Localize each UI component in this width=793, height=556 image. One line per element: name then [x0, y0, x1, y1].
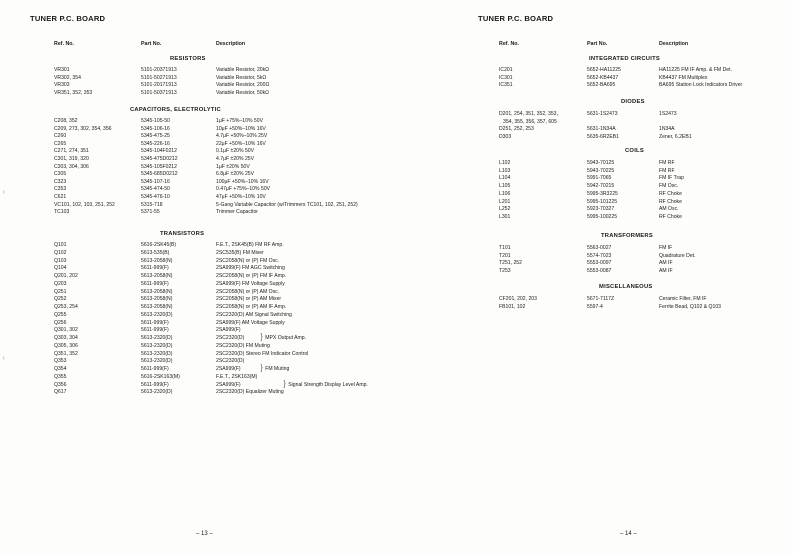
part-no-cell: 5613-2058(N)	[141, 273, 173, 279]
description-cell: 0.1μF ±20% 50V	[216, 148, 255, 155]
brace-mpx-output-amp	[260, 335, 306, 341]
ref-no-cell: Q203	[54, 280, 67, 287]
description-cell: 2SA999(F) FM Voltage Supply	[216, 280, 285, 287]
description-cell: FM RF	[659, 167, 675, 174]
ref-no-cell: C271, 274, 351	[54, 148, 89, 155]
part-no-cell: 5345-475D0212	[141, 156, 178, 162]
description-cell: KB4437 FM Multiplex	[659, 74, 708, 81]
part-no-cell: 5611-999(F)	[141, 327, 169, 334]
brace-fm-muting	[260, 366, 289, 372]
part-no-cell: 5943-70225	[587, 167, 615, 174]
part-no-cell: 5613-2320(D)	[141, 311, 173, 318]
description-cell: AM IF	[659, 267, 673, 274]
description-cell: FM IF	[659, 245, 673, 251]
part-no-cell: 5345-105F0212	[141, 163, 177, 170]
description-cell: RF Choke	[659, 190, 682, 197]
ref-no-cell: Q355	[54, 373, 67, 380]
ref-no-cell: C208, 352	[54, 118, 78, 124]
part-no-cell: 5553-0097	[587, 260, 612, 267]
description-cell: Trimmer Capacitor	[216, 209, 258, 216]
part-no-cell: 5611-999(F)	[141, 265, 169, 272]
ref-no-cell: Q251	[54, 288, 67, 295]
ref-no-cell: Q301, 302	[54, 327, 78, 334]
description-cell: FM Osc.	[659, 183, 679, 190]
description-cell: 47μF +50%–10% 10V	[216, 194, 266, 200]
part-no-cell: 5345-474-50	[141, 186, 170, 193]
description-cell: 2SC2058(N) or (P) AM Osc.	[216, 288, 280, 295]
part-no-cell: 5345-226-16	[141, 140, 170, 147]
part-no-cell: 5101-50371913	[141, 89, 177, 96]
column-header-description: Description	[216, 41, 246, 47]
description-cell: 2SA999(F)	[216, 327, 241, 334]
ref-no-cell: Q617	[54, 389, 67, 396]
column-header-part-no: Part No.	[141, 41, 162, 47]
brace-label: FM Muting	[265, 366, 290, 372]
description-cell: 2SC2058(N) or (P) AM IF Amp.	[216, 304, 287, 310]
description-cell: 0.47μF +75%–10% 50V	[216, 186, 271, 193]
part-no-cell: 5943-70125	[587, 160, 615, 166]
part-no-cell: 5345-107-16	[141, 178, 170, 185]
description-cell: 2SC2320(D) Equalizer Muting	[216, 389, 284, 396]
part-no-cell: 5613-535(B)	[141, 249, 170, 256]
column-header-ref-no: Ref. No.	[54, 41, 75, 47]
section-heading-coils: COILS	[625, 148, 644, 154]
part-no-cell: 5613-2058(N)	[141, 304, 173, 310]
description-cell: BA695 Station Lock Indicators Driver	[659, 82, 743, 88]
description-cell: 4.7μF ±20% 25V	[216, 156, 255, 162]
column-header-ref-no: Ref. No.	[499, 41, 520, 47]
ref-no-cell: L106	[499, 190, 511, 197]
part-no-cell: 5101-20171913	[141, 82, 177, 88]
description-cell: 2SC2320(D) AM Signal Switching	[216, 311, 292, 318]
description-cell: 22μF +50%–10% 16V	[216, 140, 266, 147]
description-cell: Variable Resistor, 50kΩ	[216, 89, 269, 96]
description-cell: Ferrite Bead, Q102 & Q103	[659, 303, 722, 310]
ref-no-cell: C353	[54, 186, 67, 193]
ref-no-cell: Q305, 306	[54, 342, 78, 349]
ref-no-cell: Q104	[54, 265, 67, 272]
ref-no-cell: C323	[54, 178, 67, 185]
ref-no-cell: Q103	[54, 257, 67, 264]
part-no-cell: 5631-1N34A	[587, 126, 616, 133]
description-cell: AM IF	[659, 260, 673, 267]
description-cell: 2SC2320(D) Stereo FM Indicator Control	[216, 350, 309, 357]
ref-no-cell: T101	[499, 245, 511, 251]
part-no-cell: 5613-2320(D)	[141, 358, 173, 365]
ref-no-cell: T253	[499, 267, 511, 274]
description-cell: RF Choke	[659, 213, 682, 220]
binding-hole-mark	[3, 356, 8, 360]
description-cell: 2SA999(F)	[216, 366, 241, 372]
part-no-cell: 5611-999(F)	[141, 319, 169, 326]
brace-label: Signal Strength Display Level Amp.	[288, 382, 368, 388]
ref-no-cell: Q102	[54, 249, 67, 256]
ref-no-cell: L102	[499, 160, 511, 166]
ref-no-cell: TC103	[54, 209, 70, 216]
part-no-cell: 5613-2320(D)	[141, 342, 173, 349]
ref-no-cell: VR303	[54, 82, 70, 88]
description-cell: 6.8μF ±20% 25V	[216, 171, 255, 178]
ref-no-cell: T251, 252	[499, 260, 522, 267]
ref-no-cell: VR301	[54, 67, 70, 73]
part-no-cell: 5345-104F0212	[141, 148, 177, 155]
part-no-cell: 5371-55	[141, 209, 160, 216]
page-number: – 13 –	[196, 531, 213, 537]
binding-hole-mark	[3, 190, 8, 194]
part-no-cell: 5942-70215	[587, 183, 615, 190]
ref-no-cell: C260	[54, 133, 67, 140]
ref-no-cell: Q303, 304	[54, 335, 78, 341]
description-cell: 2SC535(B) FM Mixer	[216, 249, 264, 256]
description-cell: Variable Resistor, 5kΩ	[216, 74, 267, 81]
ref-no-cell: Q256	[54, 319, 67, 326]
part-no-cell: 5995-3R3225	[587, 190, 618, 197]
section-heading-integrated-circuits: INTEGRATED CIRCUITS	[589, 56, 660, 62]
page-13	[0, 0, 396, 556]
ref-no-cell: D251, 252, 253	[499, 126, 534, 133]
ref-no-cell: Q351, 352	[54, 350, 78, 357]
ref-no-cell: Q255	[54, 311, 67, 318]
part-no-cell: 5613-2320(D)	[141, 350, 173, 357]
description-cell: 10μF +50%–10% 16V	[216, 125, 266, 132]
description-cell: AM Osc.	[659, 206, 679, 213]
page-number: – 14 –	[620, 531, 637, 537]
part-no-cell: 5597-4	[587, 303, 603, 310]
part-no-cell: 5563-0027	[587, 245, 612, 251]
part-no-cell: 5635-6R2EB1	[587, 133, 620, 140]
part-no-cell: 5613-2320(D)	[141, 335, 173, 341]
description-cell: Variable Resistor, 20kΩ	[216, 67, 269, 73]
brace-icon: }	[283, 380, 287, 390]
description-cell: 2SA999(F)	[216, 381, 241, 388]
brace-signal-strength	[283, 382, 368, 388]
ref-no-cell: Q101	[54, 242, 67, 248]
description-cell: 1N34A	[659, 126, 675, 133]
description-cell: RF Choke	[659, 198, 682, 205]
description-cell: F.E.T., 2SK45(B) FM RF Amp.	[216, 242, 284, 248]
ref-no-cell: Q353	[54, 358, 67, 365]
ref-no-cell: IC351	[499, 82, 513, 88]
description-cell: 1μF ±20% 50V	[216, 163, 250, 170]
ref-no-cell: Q253, 254	[54, 304, 78, 310]
part-no-cell: 5315-718	[141, 201, 163, 208]
ref-no-cell: Q252	[54, 296, 67, 303]
description-cell: HA11225 FM IF Amp. & FM Det.	[659, 67, 732, 73]
description-cell: F.E.T., 2SK163(M)	[216, 373, 258, 380]
description-cell: Zener, 6.2EB1	[659, 133, 692, 140]
part-no-cell: 5101-50271913	[141, 74, 177, 81]
ref-no-cell: D303	[499, 133, 512, 140]
ref-no-cell: VR302, 354	[54, 74, 81, 81]
description-cell: 4.7μF +50%–10% 25V	[216, 133, 268, 140]
section-heading-diodes: DIODES	[621, 99, 645, 105]
ref-no-cell: C265	[54, 140, 67, 147]
ref-no-cell: FB101, 102	[499, 303, 526, 310]
part-no-cell: 5616-2SK45(B)	[141, 242, 177, 248]
part-no-cell: 5611-999(F)	[141, 381, 169, 388]
part-no-cell: 5613-2058(N)	[141, 296, 173, 303]
description-cell: 1S2473	[659, 111, 677, 117]
part-no-cell: 5616-2SK163(M)	[141, 373, 180, 380]
description-cell: Quadrature Det.	[659, 252, 696, 259]
ref-no-cell: IC201	[499, 67, 513, 73]
part-no-cell: 5671-7117Z	[587, 296, 615, 302]
description-cell: 2SC2320(D) FM Muting	[216, 342, 270, 349]
part-no-cell: 5345-105-50	[141, 118, 170, 124]
ref-no-cell: C209, 273, 302, 354, 356	[54, 125, 112, 132]
ref-no-cell: CF201, 202, 203	[499, 296, 537, 302]
description-cell: 5-Gang Variable Capacitor (w/Trimmers TC101, 102, 251, 252)	[216, 201, 358, 208]
section-heading-miscellaneous: MISCELLANEOUS	[599, 284, 653, 290]
part-no-cell: 5574-7023	[587, 252, 612, 259]
part-no-cell: 5101-20371913	[141, 67, 177, 73]
ref-no-cell: Q356	[54, 381, 67, 388]
description-cell: 2SA999(F) AM Voltage Supply	[216, 319, 285, 326]
ref-no-cell: Q201, 202	[54, 273, 78, 279]
part-no-cell: 5652-KB4437	[587, 74, 619, 81]
section-heading-capacitors: CAPACITORS, ELECTROLYTIC	[130, 107, 221, 113]
description-cell: 2SC2320(D)	[216, 335, 245, 341]
description-cell: 1μF +75%–10% 50V	[216, 118, 263, 124]
section-heading-resistors: RESISTORS	[170, 56, 206, 62]
column-header-part-no: Part No.	[587, 41, 608, 47]
part-no-cell: 5991-7065	[587, 175, 612, 182]
page-title: TUNER P.C. BOARD	[478, 14, 554, 23]
ref-no-cell: 354, 355, 356, 357, 605	[503, 118, 557, 125]
ref-no-cell: L252	[499, 206, 511, 213]
part-no-cell: 5923-70327	[587, 206, 615, 213]
part-no-cell: 5995-100225	[587, 213, 618, 220]
column-header-description: Description	[659, 41, 689, 47]
ref-no-cell: D201, 254, 351, 352, 353,	[499, 111, 558, 117]
part-no-cell: 5345-106-16	[141, 125, 170, 132]
description-cell: 2SA999(F) FM AGC Switching	[216, 265, 285, 272]
description-cell: Variable Resistor, 200Ω	[216, 82, 270, 88]
part-no-cell: 5611-999(F)	[141, 280, 169, 287]
part-no-cell: 5613-2058(N)	[141, 288, 173, 295]
description-cell: 2SC2058(N) or (P) FM Osc.	[216, 257, 280, 264]
page-title: TUNER P.C. BOARD	[30, 14, 106, 23]
ref-no-cell: L103	[499, 167, 511, 174]
ref-no-cell: C303, 304, 306	[54, 163, 89, 170]
brace-icon: }	[260, 364, 264, 374]
ref-no-cell: VR351, 352, 353	[54, 89, 93, 96]
description-cell: 2SC2058(N) or (P) AM Mixer	[216, 296, 282, 303]
ref-no-cell: L201	[499, 198, 511, 205]
part-no-cell: 5553-0087	[587, 267, 612, 274]
description-cell: FM IF Trap	[659, 175, 684, 182]
description-cell: 100μF +50%–10% 16V	[216, 178, 269, 185]
ref-no-cell: IC301	[499, 74, 513, 81]
page-14	[397, 0, 793, 556]
part-no-cell: 5613-2058(N)	[141, 257, 173, 264]
ref-no-cell: L104	[499, 175, 511, 182]
ref-no-cell: L301	[499, 213, 511, 220]
part-no-cell: 5345-685D0212	[141, 171, 178, 178]
part-no-cell: 5652-HA11225	[587, 67, 621, 73]
ref-no-cell: VC101, 102, 103, 251, 252	[54, 201, 115, 208]
ref-no-cell: C621	[54, 194, 67, 200]
brace-label: MPX Output Amp.	[265, 335, 307, 341]
description-cell: 2SC2058(N) or (P) FM IF Amp.	[216, 273, 287, 279]
ref-no-cell: L105	[499, 183, 511, 190]
part-no-cell: 5345-475-25	[141, 133, 170, 140]
part-no-cell: 5613-2320(D)	[141, 389, 173, 396]
ref-no-cell: C305	[54, 171, 67, 178]
part-no-cell: 5611-999(F)	[141, 366, 169, 372]
section-heading-transformers: TRANSFORMERS	[601, 233, 653, 239]
description-cell: Ceramic Filter, FM IF	[659, 296, 707, 302]
ref-no-cell: C301, 319, 320	[54, 156, 89, 162]
ref-no-cell: T201	[499, 252, 511, 259]
part-no-cell: 5345-476-10	[141, 194, 170, 200]
ref-no-cell: Q354	[54, 366, 67, 372]
part-no-cell: 5631-1S2473	[587, 111, 618, 117]
brace-icon: }	[260, 333, 264, 343]
description-cell: 2SC2320(D)	[216, 358, 245, 365]
part-no-cell: 5652-BA695	[587, 82, 616, 88]
part-no-cell: 5995-101225	[587, 198, 618, 205]
description-cell: FM RF	[659, 160, 675, 166]
section-heading-transistors: TRANSISTORS	[160, 231, 205, 237]
